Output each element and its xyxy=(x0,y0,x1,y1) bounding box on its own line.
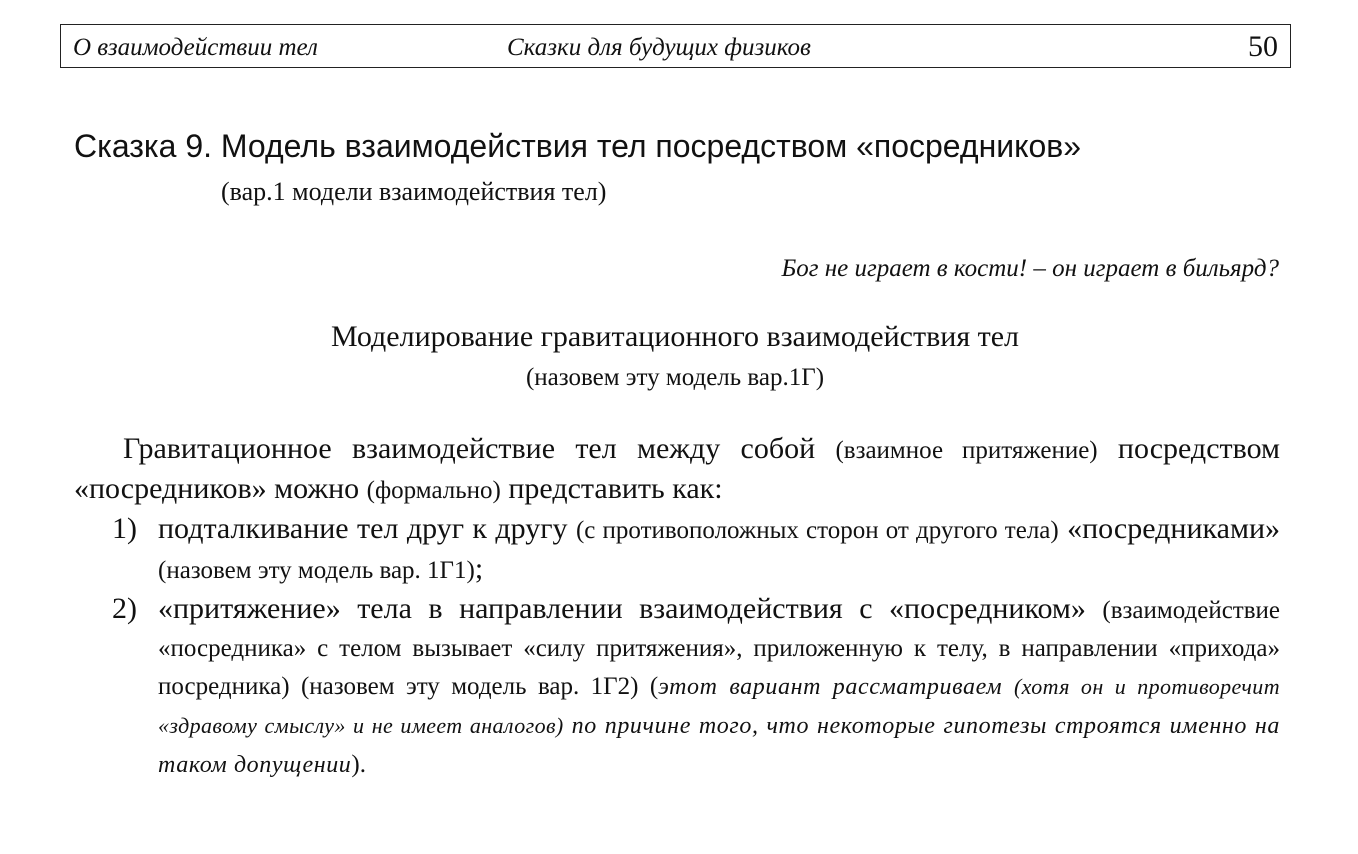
story-subtitle: (вар.1 модели взаимодействия тел) xyxy=(221,177,607,206)
variant-list xyxy=(74,510,1280,783)
page-number: 50 xyxy=(1248,30,1278,63)
epigraph: Бог не играет в кости! – он играет в бильярд? xyxy=(781,255,1279,282)
story-title: Сказка 9. Модель взаимодействия тел посредством «посредников» xyxy=(74,128,1082,164)
list-item-number: 1) xyxy=(112,512,137,545)
list-item: 2) «притяжение» тела в направлении взаимодействия с «посредником» (взаимодействие «посредника» с телом вызывает «силу притяжения», приложенную к телу, в направлении «прихода» посредника) (назовем эту модель вар. 1Г2) (этот вариант рассматриваем (хотя он и противоречит «здравому смыслу» и не имеет аналогов) по причине того, что некоторые гипотезы строятся именно на таком допущении). xyxy=(112,592,1280,778)
section-subtitle: (назовем эту модель вар.1Г) xyxy=(525,364,825,391)
header-section-title: О взаимодействии тел xyxy=(73,34,318,61)
section-title: Моделирование гравитационного взаимодействия тел xyxy=(330,320,1020,353)
list-item-number: 2) xyxy=(112,592,137,625)
body-text xyxy=(74,430,1280,783)
list-item: 1) подталкивание тел друг к другу (с противоположных сторон от другого тела) «посредниками» (назовем эту модель вар. 1Г1); xyxy=(112,512,1281,585)
running-header xyxy=(60,24,1291,68)
header-book-title: Сказки для будущих физиков xyxy=(507,34,811,61)
intro-paragraph: Гравитационное взаимодействие тел между собой (взаимное притяжение) посредством «посредников» можно (формально) представить как: xyxy=(74,432,1280,505)
